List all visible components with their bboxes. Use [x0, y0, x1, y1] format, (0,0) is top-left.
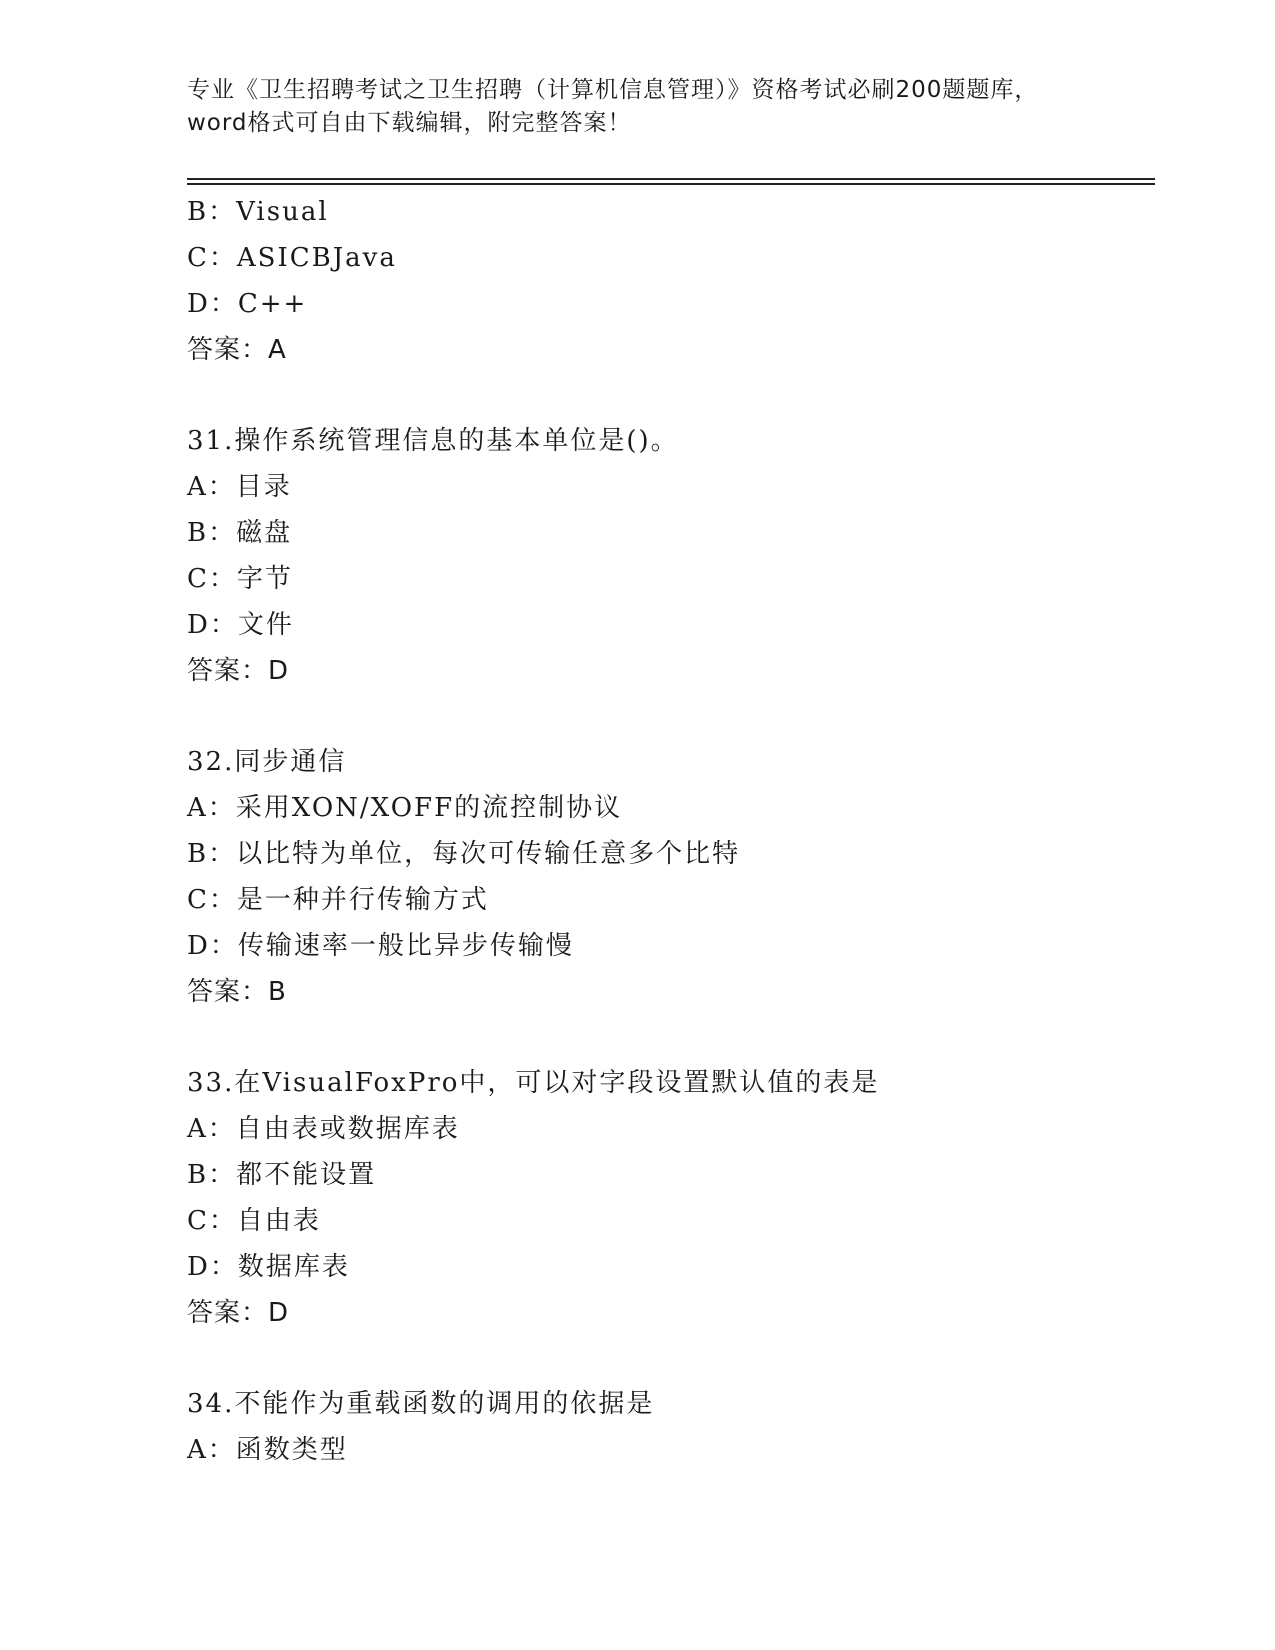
option-a: A：自由表或数据库表	[187, 1114, 460, 1144]
question-33	[187, 1060, 1155, 1336]
option-b: B：Visual	[187, 197, 329, 227]
option-b: B：磁盘	[187, 518, 293, 548]
option-d: D：文件	[187, 610, 294, 640]
question-32	[187, 739, 1155, 1015]
header-line-2: word格式可自由下载编辑，附完整答案！	[187, 110, 632, 136]
answer-line: 答案：D	[187, 656, 290, 686]
question-stem: 31.操作系统管理信息的基本单位是()。	[187, 426, 679, 456]
question-stem: 33.在VisualFoxPro中，可以对字段设置默认值的表是	[187, 1068, 880, 1098]
answer-line: 答案：D	[187, 1298, 290, 1328]
option-c: C：是一种并行传输方式	[187, 885, 489, 915]
option-b: B：以比特为单位，每次可传输任意多个比特	[187, 839, 741, 869]
document-header	[187, 74, 1087, 140]
header-divider-top	[187, 178, 1155, 180]
question-stem: 34.不能作为重载函数的调用的依据是	[187, 1389, 655, 1419]
header-divider-bottom	[187, 183, 1155, 185]
question-31	[187, 418, 1155, 694]
option-c: C：ASICBJava	[187, 243, 397, 273]
option-d: D：C++	[187, 289, 308, 319]
question-stem: 32.同步通信	[187, 747, 347, 777]
question-list	[187, 189, 1155, 1473]
header-line-1: 专业《卫生招聘考试之卫生招聘（计算机信息管理）》资格考试必刷200题题库，	[187, 77, 1039, 103]
question-30-tail	[187, 189, 1155, 373]
option-a: A：函数类型	[187, 1435, 348, 1465]
option-d: D：传输速率一般比异步传输慢	[187, 931, 574, 961]
option-d: D：数据库表	[187, 1252, 350, 1282]
question-34	[187, 1381, 1155, 1473]
option-b: B：都不能设置	[187, 1160, 377, 1190]
option-a: A：目录	[187, 472, 292, 502]
answer-line: 答案：A	[187, 335, 287, 365]
answer-line: 答案：B	[187, 977, 287, 1007]
option-a: A：采用XON/XOFF的流控制协议	[187, 793, 623, 823]
option-c: C：字节	[187, 564, 293, 594]
option-c: C：自由表	[187, 1206, 321, 1236]
